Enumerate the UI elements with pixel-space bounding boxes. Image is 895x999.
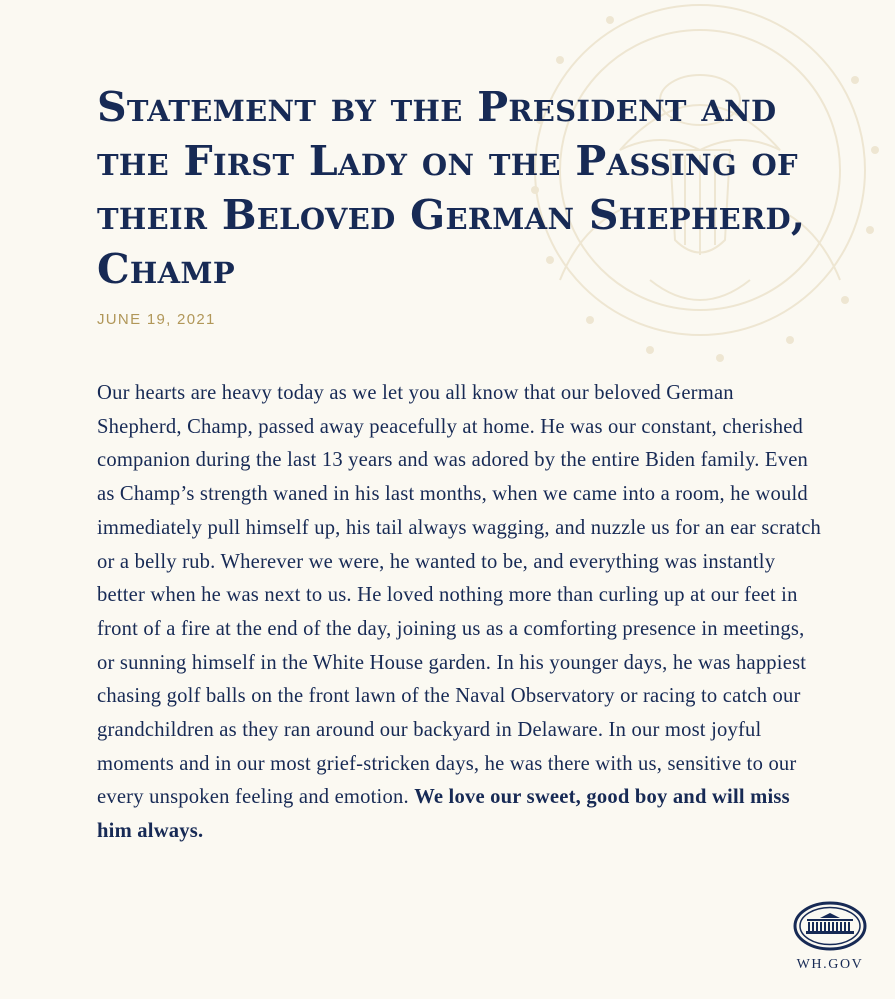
statement-title: Statement by the President and the First Lady on the Passing of their Beloved German Shepherd, Champ xyxy=(97,83,806,293)
statement-closing: We love our sweet, good boy and will miss him always. xyxy=(97,786,790,843)
statement-date: JUNE 19, 2021 xyxy=(97,311,216,328)
statement-body xyxy=(97,377,822,849)
wh-gov-label: WH.GOV xyxy=(796,957,864,972)
statement-body-text: Our hearts are heavy today as we let you all know that our beloved German Shepherd, Champ, passed away peacefully at home. He was our constant, cherished companion during the last 13 years and was adored by the entire Biden family. Even as Champ’s strength waned in his last months, when we came into a room, he would immediately pull himself up, his tail always wagging, and nuzzle us for an ear scratch or a belly rub. Wherever we were, he wanted to be, and everything was instantly better when he was next to us. He loved nothing more than curling up at our feet in front of a fire at the end of the day, joining us as a comforting presence in meetings, or sunning himself in the White House garden. In his younger days, he was happiest chasing golf balls on the front lawn of the Naval Observatory or racing to catch our grandchildren as they ran around our backyard in Delaware. In our most joyful moments and in our most grief-stricken days, he was there with us, sensitive to our every unspoken feeling and emotion. xyxy=(97,382,822,809)
